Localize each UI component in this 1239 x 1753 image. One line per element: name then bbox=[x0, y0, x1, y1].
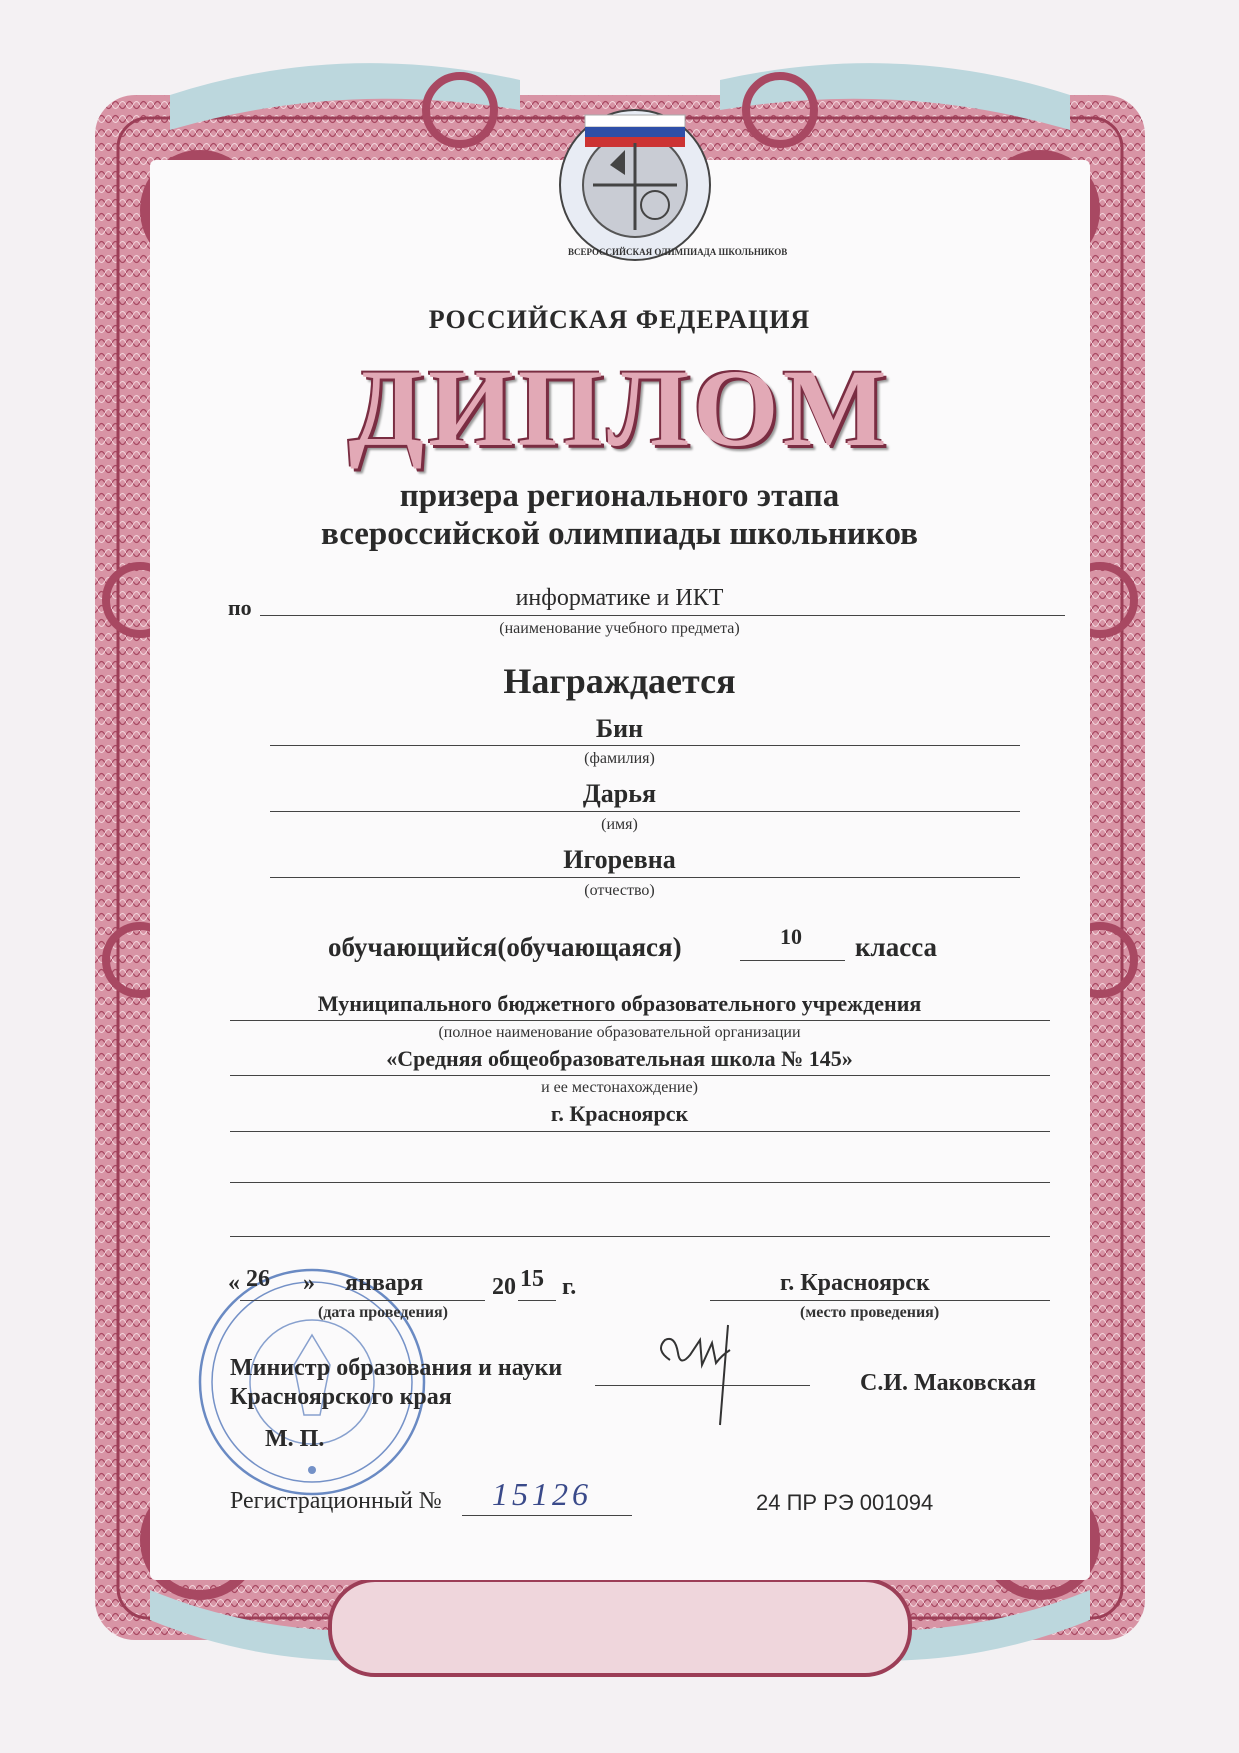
emblem-ring-text: ВСЕРОССИЙСКАЯ ОЛИМПИАДА ШКОЛЬНИКОВ bbox=[568, 247, 788, 257]
date-year-suffix: г. bbox=[562, 1274, 577, 1300]
grade-value: 10 bbox=[780, 924, 802, 949]
place-line bbox=[710, 1300, 1050, 1301]
olympiad-emblem bbox=[555, 95, 715, 265]
school-line3: г. Красноярск bbox=[550, 1101, 689, 1126]
seal-label: М. П. bbox=[265, 1426, 325, 1452]
surname-value: Бин bbox=[595, 714, 644, 743]
awarded-heading: Награждается bbox=[503, 661, 736, 701]
date-line bbox=[240, 1300, 485, 1301]
place-caption: (место проведения) bbox=[800, 1304, 940, 1321]
date-year: 15 bbox=[520, 1266, 544, 1292]
place-value: г. Красноярск bbox=[780, 1270, 930, 1296]
school-line1: Муниципального бюджетного образовательного учреждения bbox=[317, 991, 922, 1016]
school-rule4 bbox=[230, 1182, 1050, 1183]
subject-line bbox=[260, 615, 1065, 616]
grade-line bbox=[740, 960, 845, 961]
subject-prefix: по bbox=[228, 595, 252, 620]
surname-line bbox=[270, 745, 1020, 746]
surname-caption: (фамилия) bbox=[584, 750, 655, 767]
patronymic-line bbox=[270, 877, 1020, 878]
school-rule5 bbox=[230, 1236, 1050, 1237]
patronymic-caption: (отчество) bbox=[584, 882, 655, 899]
name-value: Дарья bbox=[582, 779, 657, 808]
name-line bbox=[270, 811, 1020, 812]
grade-suffix: класса bbox=[855, 932, 938, 962]
signatory-title-line2: Красноярского края bbox=[230, 1384, 452, 1410]
registration-number: 15126 bbox=[492, 1476, 592, 1512]
school-caption2: и ее местонахождение) bbox=[541, 1079, 698, 1096]
date-year-prefix: 20 bbox=[492, 1274, 516, 1300]
school-rule3 bbox=[230, 1131, 1050, 1132]
date-close-quote: » bbox=[303, 1270, 315, 1296]
name-caption: (имя) bbox=[601, 816, 638, 833]
subtitle-line1: призера регионального этапа bbox=[399, 478, 840, 514]
registration-label: Регистрационный № bbox=[230, 1488, 442, 1514]
registration-line bbox=[462, 1515, 632, 1516]
year-line bbox=[518, 1300, 556, 1301]
school-rule2 bbox=[230, 1075, 1050, 1076]
signatory-title-line1: Министр образования и науки bbox=[230, 1355, 563, 1381]
country-title: РОССИЙСКАЯ ФЕДЕРАЦИЯ bbox=[428, 305, 811, 334]
signatory-name: С.И. Маковская bbox=[860, 1370, 1036, 1396]
subtitle-line2: всероссийской олимпиады школьников bbox=[321, 516, 918, 552]
date-open-quote: « bbox=[228, 1270, 240, 1296]
school-caption1: (полное наименование образовательной организации bbox=[438, 1024, 801, 1041]
patronymic-value: Игоревна bbox=[563, 845, 676, 874]
date-month: января bbox=[345, 1270, 424, 1296]
date-day: 26 bbox=[246, 1266, 270, 1292]
handwritten-signature bbox=[650, 1305, 770, 1435]
serial-number: 24 ПР РЭ 001094 bbox=[756, 1490, 934, 1515]
subject-value: информатике и ИКТ bbox=[515, 585, 724, 611]
diploma-title: ДИПЛОМ bbox=[348, 347, 891, 469]
subject-caption: (наименование учебного предмета) bbox=[499, 620, 740, 637]
school-line2: «Средняя общеобразовательная школа № 145» bbox=[386, 1046, 853, 1071]
date-caption: (дата проведения) bbox=[318, 1304, 448, 1321]
grade-prefix: обучающийся(обучающаяся) bbox=[328, 932, 682, 962]
school-rule1 bbox=[230, 1020, 1050, 1021]
